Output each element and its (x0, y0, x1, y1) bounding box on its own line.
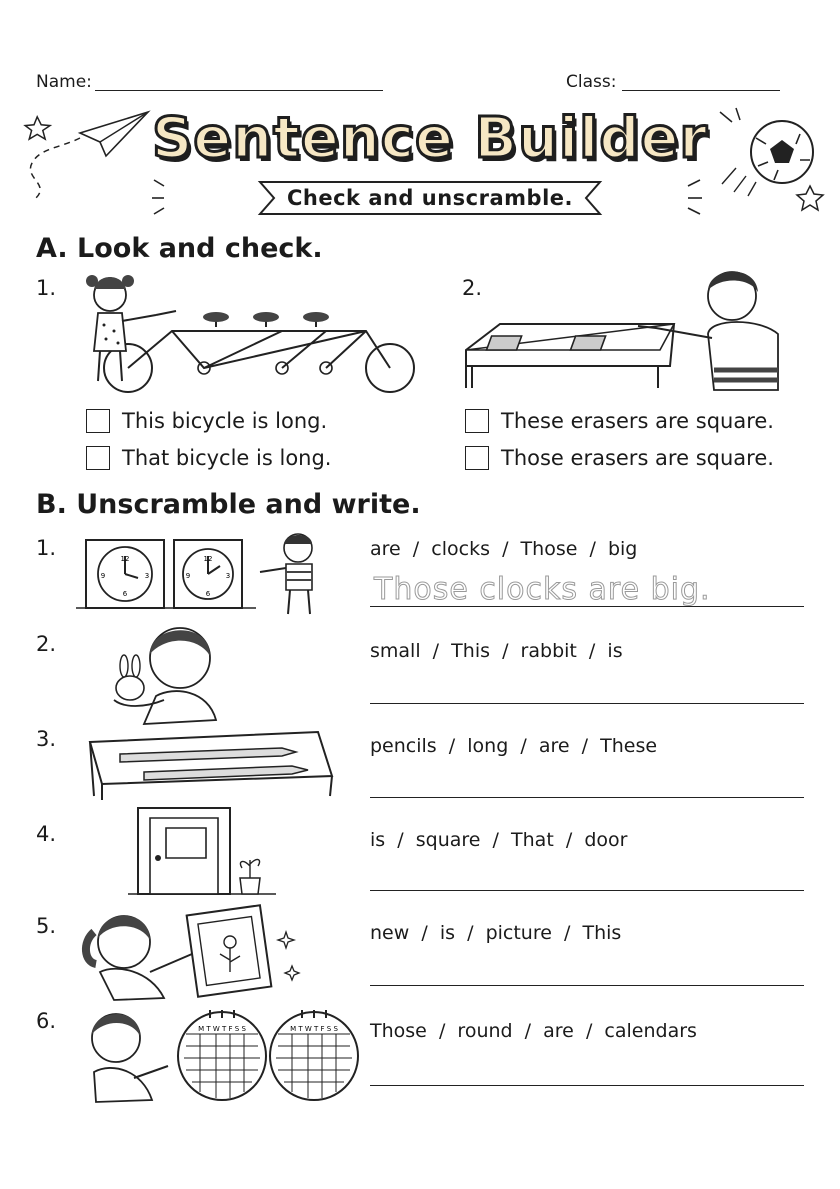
clock2-3: 3 (225, 572, 231, 580)
title-banner (150, 104, 710, 210)
option-a2-1 (465, 409, 774, 433)
b5-number: 5. (36, 914, 57, 938)
a1-number: 1. (36, 276, 57, 300)
b6-answer-line[interactable] (370, 1085, 804, 1086)
clock2-9: 9 (185, 572, 191, 580)
b2-answer-line[interactable] (370, 703, 804, 704)
name-label: Name: (36, 72, 92, 92)
girl-with-picture-illustration (80, 902, 310, 1002)
b6-scrambled-words: Those / round / are / calendars (370, 1020, 697, 1042)
checkbox-a1-2[interactable] (86, 446, 110, 470)
option-a2-2 (465, 446, 774, 470)
b4-answer-line[interactable] (370, 890, 804, 891)
pencils-on-table-illustration (86, 730, 336, 806)
option-a2-1-label: These erasers are square. (501, 409, 774, 433)
boy-with-calendars-illustration (82, 1004, 362, 1104)
option-a1-2-label: That bicycle is long. (122, 446, 332, 470)
b1-example-answer: Those clocks are big. (374, 572, 711, 607)
class-label: Class: (566, 72, 617, 92)
a2-number: 2. (462, 276, 483, 300)
clock1-9: 9 (100, 572, 106, 580)
page-title: Sentence Builder (151, 106, 709, 171)
checkbox-a1-1[interactable] (86, 409, 110, 433)
option-a1-2 (86, 446, 331, 470)
clock2-6: 6 (205, 590, 211, 598)
b5-answer-line[interactable] (370, 985, 804, 986)
clock-digits (92, 544, 252, 604)
b6-number: 6. (36, 1009, 57, 1033)
checkbox-a2-1[interactable] (465, 409, 489, 433)
b4-number: 4. (36, 822, 57, 846)
checkbox-a2-2[interactable] (465, 446, 489, 470)
b3-answer-line[interactable] (370, 797, 804, 798)
page-subtitle: Check and unscramble. (286, 186, 573, 210)
b5-scrambled-words: new / is / picture / This (370, 922, 622, 944)
b1-number: 1. (36, 536, 57, 560)
tandem-bicycle-illustration (76, 265, 416, 395)
class-field[interactable] (622, 90, 780, 91)
door-illustration (128, 806, 278, 898)
clock1-12: 12 (120, 555, 130, 563)
soccer-ball-icon (716, 108, 832, 218)
option-a1-1 (86, 409, 327, 433)
b3-scrambled-words: pencils / long / are / These (370, 735, 658, 757)
name-field[interactable] (95, 90, 383, 91)
option-a2-2-label: Those erasers are square. (501, 446, 774, 470)
paper-plane-icon (20, 108, 160, 208)
b1-answer-line[interactable] (370, 606, 804, 607)
section-b-heading: B. Unscramble and write. (36, 489, 421, 520)
boy-with-rabbit-illustration (104, 620, 224, 726)
section-a-heading: A. Look and check. (36, 233, 323, 264)
option-a1-1-label: This bicycle is long. (122, 409, 328, 433)
clock2-12: 12 (203, 555, 213, 563)
b1-scrambled-words: are / clocks / Those / big (370, 538, 638, 560)
b4-scrambled-words: is / square / That / door (370, 829, 628, 851)
clock1-6: 6 (122, 590, 128, 598)
b3-number: 3. (36, 727, 57, 751)
erasers-on-table-illustration (460, 258, 790, 394)
calendar2-weekdays: M T W T F S S (290, 1025, 338, 1033)
b2-number: 2. (36, 632, 57, 656)
clock1-3: 3 (144, 572, 150, 580)
calendar1-weekdays: M T W T F S S (198, 1025, 246, 1033)
b2-scrambled-words: small / This / rabbit / is (370, 640, 623, 662)
